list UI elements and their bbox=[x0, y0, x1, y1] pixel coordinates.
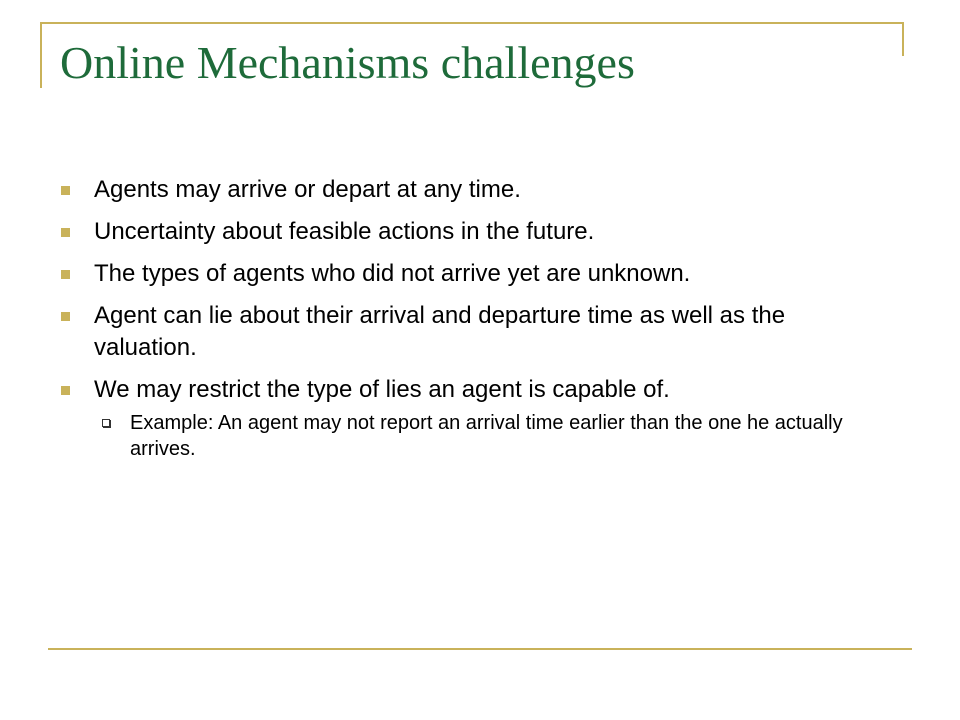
bullet-item bbox=[60, 216, 880, 248]
square-bullet-icon bbox=[61, 386, 70, 395]
square-bullet-icon bbox=[61, 312, 70, 321]
square-bullet-icon bbox=[61, 270, 70, 279]
bullet-list bbox=[60, 174, 880, 472]
frame-right-line bbox=[902, 22, 904, 56]
square-bullet-icon bbox=[61, 186, 70, 195]
bullet-text: Agents may arrive or depart at any time. bbox=[94, 176, 521, 203]
bullet-item bbox=[60, 300, 880, 364]
bullet-text: Agent can lie about their arrival and departure time as well as the valuation. bbox=[94, 302, 786, 361]
bullet-item bbox=[60, 258, 880, 290]
bullet-text: We may restrict the type of lies an agent is capable of. bbox=[94, 376, 670, 403]
bullet-item bbox=[60, 374, 880, 462]
sub-bullet-item bbox=[94, 410, 880, 462]
bullet-text: The types of agents who did not arrive yet are unknown. bbox=[94, 260, 691, 287]
frame-top-line bbox=[40, 22, 904, 24]
frame-left-line bbox=[40, 22, 42, 88]
square-bullet-icon bbox=[61, 228, 70, 237]
frame-bottom-line bbox=[48, 648, 912, 650]
sub-bullet-list bbox=[94, 410, 880, 462]
sub-bullet-text: Example: An agent may not report an arrival time earlier than the one he actually arrives. bbox=[130, 412, 843, 460]
slide-title: Online Mechanisms challenges bbox=[60, 37, 635, 88]
hollow-square-bullet-icon bbox=[102, 419, 110, 427]
bullet-text: Uncertainty about feasible actions in the future. bbox=[94, 218, 595, 245]
bullet-item bbox=[60, 174, 880, 206]
